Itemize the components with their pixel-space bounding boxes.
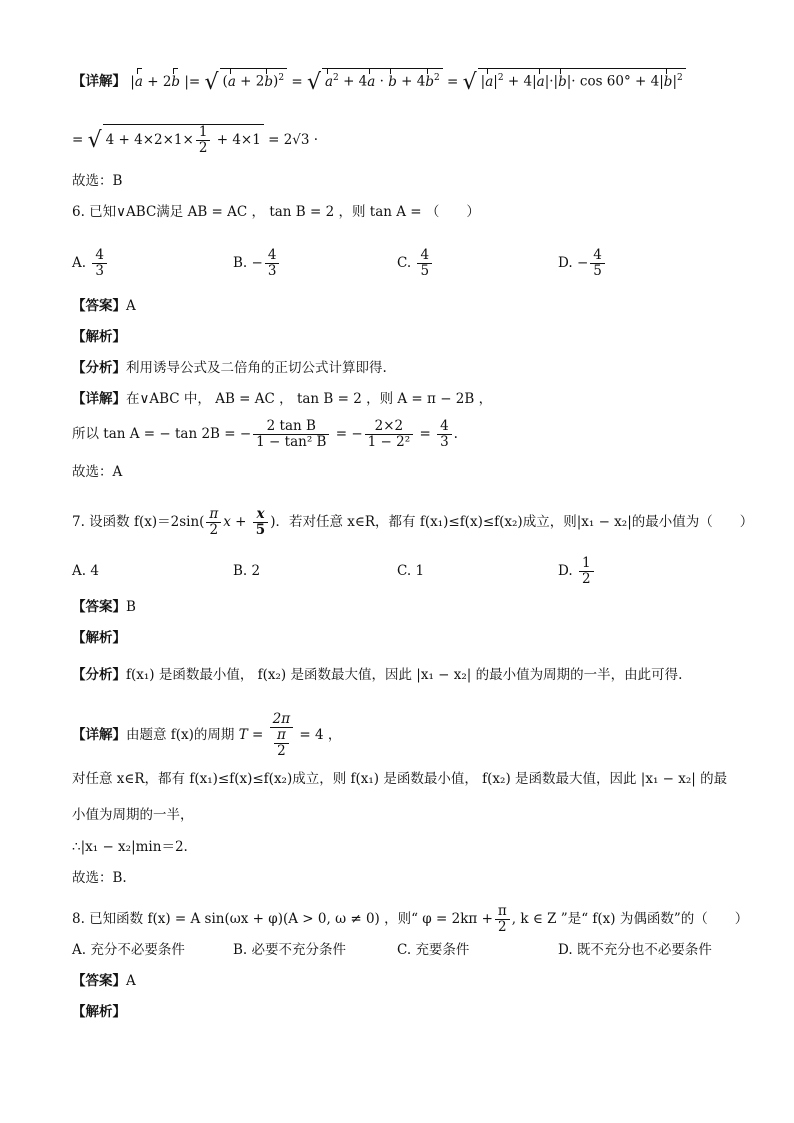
q5-choice: 故选：B bbox=[72, 173, 123, 189]
q6-choice: 故选：A bbox=[72, 464, 123, 480]
q6-analysis-tag: 【解析】 bbox=[72, 329, 126, 345]
q7-analysis-tag: 【解析】 bbox=[72, 630, 126, 646]
q7-option-a: A. 4 bbox=[72, 563, 99, 579]
detail-tag: 【详解】 bbox=[72, 391, 126, 407]
q7-option-d: D. $\frac{1}{2}$ bbox=[558, 556, 596, 587]
q6-option-b: B. − $\frac{4}{3}$ bbox=[233, 248, 281, 279]
q7-line3: 对任意 x∈R，都有 f(x₁)≤f(x)≤f(x₂)成立，则 f(x₁) 是函数最小值， f(x₂) 是函数最大值，因此 |x₁ − x₂| 的最 bbox=[72, 771, 728, 787]
q8-answer: 【答案】A bbox=[72, 973, 136, 989]
reason-tag: 【分析】 bbox=[72, 667, 126, 683]
q8-stem: 8. 已知函数 f(x) = A sin(ωx + φ)(A > 0, ω ≠ 0) ，则“ φ = 2kπ + $\frac{\pi}{2}$ , k ∈ Z ”是“ f(x) 为偶函数”的（ ） bbox=[72, 903, 749, 935]
q7-line5: ∴|x₁ − x₂|min＝2. bbox=[72, 839, 188, 855]
answer-tag: 【答案】 bbox=[72, 599, 126, 615]
q6-derivation: 所以 tan A = − tan 2B = − $\frac{\text{2 tan B}}{\text{1 − tan² B}}$ = − $\frac{2\times 2}{\text{1 − 2²}}$ = $\frac{4}{3}$ . bbox=[72, 418, 458, 450]
q6-option-a: A. $\frac{4}{3}$ bbox=[72, 248, 109, 279]
q8-option-d: D. 既不充分也不必要条件 bbox=[558, 942, 712, 958]
q7-line4: 小值为周期的一半， bbox=[72, 807, 194, 823]
q6-reason: 【分析】利用诱导公式及二倍角的正切公式计算即得. bbox=[72, 360, 387, 376]
q8-option-c: C. 充要条件 bbox=[397, 942, 470, 958]
answer-tag: 【答案】 bbox=[72, 973, 126, 989]
q7-stem: 7. 设函数 f(x)＝2sin( $\frac{\pi}{2}$ x + $\frac{x}{5}$ )．若对任意 x∈R，都有 f(x₁)≤f(x)≤f(x₂)成立，则|x₁ − x₂|的最小值为（ ） bbox=[72, 506, 754, 538]
q5-detail-line bbox=[72, 68, 686, 95]
q7-option-b: B. 2 bbox=[233, 563, 261, 579]
q7-choice: 故选：B. bbox=[72, 870, 127, 886]
q8-analysis-tag: 【解析】 bbox=[72, 1004, 126, 1020]
q5-result-line: = √ 4 + 4×2×1× $\frac{1}{2}$ + 4×1 = 2√3 · bbox=[72, 124, 319, 156]
detail-tag: 【详解】 bbox=[72, 73, 126, 90]
q7-detail: 【详解】由题意 f(x)的周期 T = $\frac{2\pi}{\frac{\pi}{2}}$ = 4 ， bbox=[72, 711, 342, 759]
q7-answer: 【答案】B bbox=[72, 599, 136, 615]
q6-detail: 【详解】在∨ABC 中， AB = AC ， tan B = 2 ，则 A = π − 2B ， bbox=[72, 391, 493, 407]
q6-option-c: C. $\frac{4}{5}$ bbox=[397, 248, 434, 279]
q6-answer: 【答案】A bbox=[72, 298, 136, 314]
answer-tag: 【答案】 bbox=[72, 298, 126, 314]
reason-tag: 【分析】 bbox=[72, 360, 126, 376]
q6-stem: 6. 已知∨ABC满足 AB = AC ， tan B = 2 ，则 tan A = （ ） bbox=[72, 204, 480, 220]
q7-option-c: C. 1 bbox=[397, 563, 425, 579]
q7-reason: 【分析】f(x₁) 是函数最小值， f(x₂) 是函数最大值，因此 |x₁ − x₂| 的最小值为周期的一半，由此可得. bbox=[72, 667, 683, 683]
detail-tag: 【详解】 bbox=[72, 727, 126, 743]
q8-option-a: A. 充分不必要条件 bbox=[72, 942, 185, 958]
q5-vector-expression: |a + 2b |= √ $(a + 2b)^2$ = √ $a^2 + 4a \cdot b + 4b^2$ = √ $|a|^2 + 4|a|\cdot|b|\cdot \cos 60^\circ + 4|b|^2$ bbox=[130, 74, 685, 90]
q6-option-d: D. − $\frac{4}{5}$ bbox=[558, 248, 607, 279]
q8-option-b: B. 必要不充分条件 bbox=[233, 942, 347, 958]
